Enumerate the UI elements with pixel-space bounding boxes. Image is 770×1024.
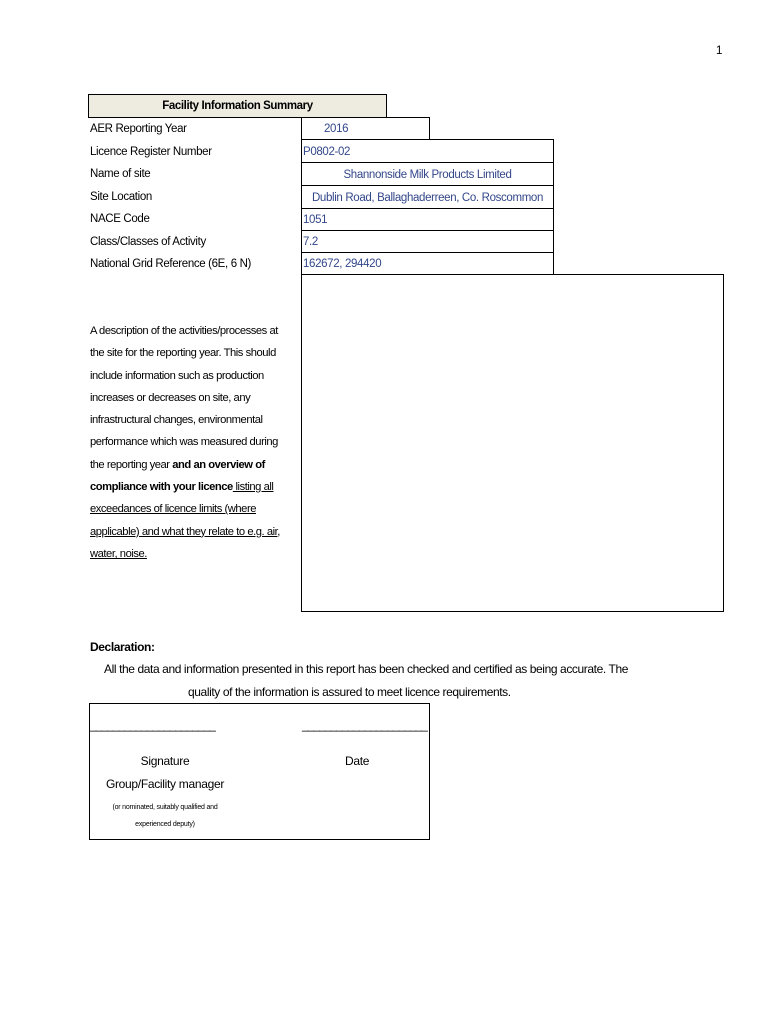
field-site-location[interactable] — [301, 185, 554, 209]
description-underlined: listing all — [232, 481, 274, 494]
description-line — [90, 476, 280, 498]
role-label: Group/Facility manager — [105, 777, 225, 791]
label-licence-number: Licence Register Number — [90, 146, 212, 158]
description-line: infrastructural changes, environmental — [90, 414, 263, 427]
field-grid-reference[interactable] — [301, 252, 554, 275]
value-aer-year: 2016 — [324, 123, 349, 135]
field-activity-class[interactable] — [301, 230, 554, 253]
declaration-text-line1: All the data and information presented in this report has been checked and certified as being accurate. The — [104, 662, 629, 676]
summary-title-box — [88, 94, 387, 118]
description-emphasis: compliance with your licence — [90, 481, 233, 494]
value-grid-reference: 162672, 294420 — [303, 258, 382, 270]
date-label: Date — [345, 754, 370, 768]
value-site-location: Dublin Road, Ballaghaderreen, Co. Roscommon — [311, 192, 544, 204]
description-line — [90, 498, 280, 520]
label-grid-reference: National Grid Reference (6E, 6 N) — [90, 258, 252, 270]
description-line: the site for the reporting year. This should — [90, 347, 276, 360]
description-line: A description of the activities/processes at — [90, 325, 278, 337]
field-aer-year[interactable] — [301, 117, 430, 140]
page-number: 1 — [716, 45, 723, 57]
label-site-name: Name of site — [90, 168, 151, 180]
value-activity-class: 7.2 — [303, 236, 318, 248]
activity-description-box[interactable] — [301, 274, 724, 612]
description-line — [90, 543, 280, 565]
field-licence-number[interactable] — [301, 139, 554, 163]
summary-title: Facility Information Summary — [162, 100, 313, 112]
signature-label: Signature — [140, 754, 190, 768]
signature-line[interactable]: ______________________ — [90, 718, 215, 732]
label-site-location: Site Location — [90, 191, 152, 203]
description-line — [90, 521, 280, 543]
description-emphasis: and an overview of — [172, 458, 265, 471]
declaration-heading: Declaration: — [90, 640, 155, 654]
field-site-name[interactable] — [301, 162, 554, 186]
deputy-note-line1: (or nominated, suitably qualified and — [112, 804, 218, 811]
description-line: increases or decreases on site, any — [90, 391, 251, 404]
description-underlined: water, noise. — [90, 547, 147, 560]
signature-box — [89, 703, 430, 840]
activity-description-prompt — [90, 320, 280, 565]
label-nace-code: NACE Code — [90, 213, 150, 225]
description-underlined: exceedances of licence limits (where — [90, 503, 256, 516]
value-licence-number: P0802-02 — [303, 146, 351, 158]
description-text: the reporting year — [90, 458, 173, 471]
field-nace-code[interactable] — [301, 208, 554, 231]
declaration-text-line2: quality of the information is assured to meet licence requirements. — [188, 685, 511, 699]
description-line: performance which was measured during — [90, 436, 278, 449]
label-aer-year: AER Reporting Year — [90, 123, 187, 135]
date-line[interactable]: ______________________ — [302, 718, 427, 732]
value-nace-code: 1051 — [303, 214, 328, 226]
value-site-name: Shannonside Milk Products Limited — [343, 169, 512, 181]
description-line: include information such as production — [90, 369, 264, 382]
description-underlined: applicable) and what they relate to e.g. air, — [90, 525, 280, 538]
deputy-note-line2: experienced deputy) — [135, 821, 195, 828]
label-activity-class: Class/Classes of Activity — [90, 236, 206, 248]
description-line — [90, 454, 280, 476]
